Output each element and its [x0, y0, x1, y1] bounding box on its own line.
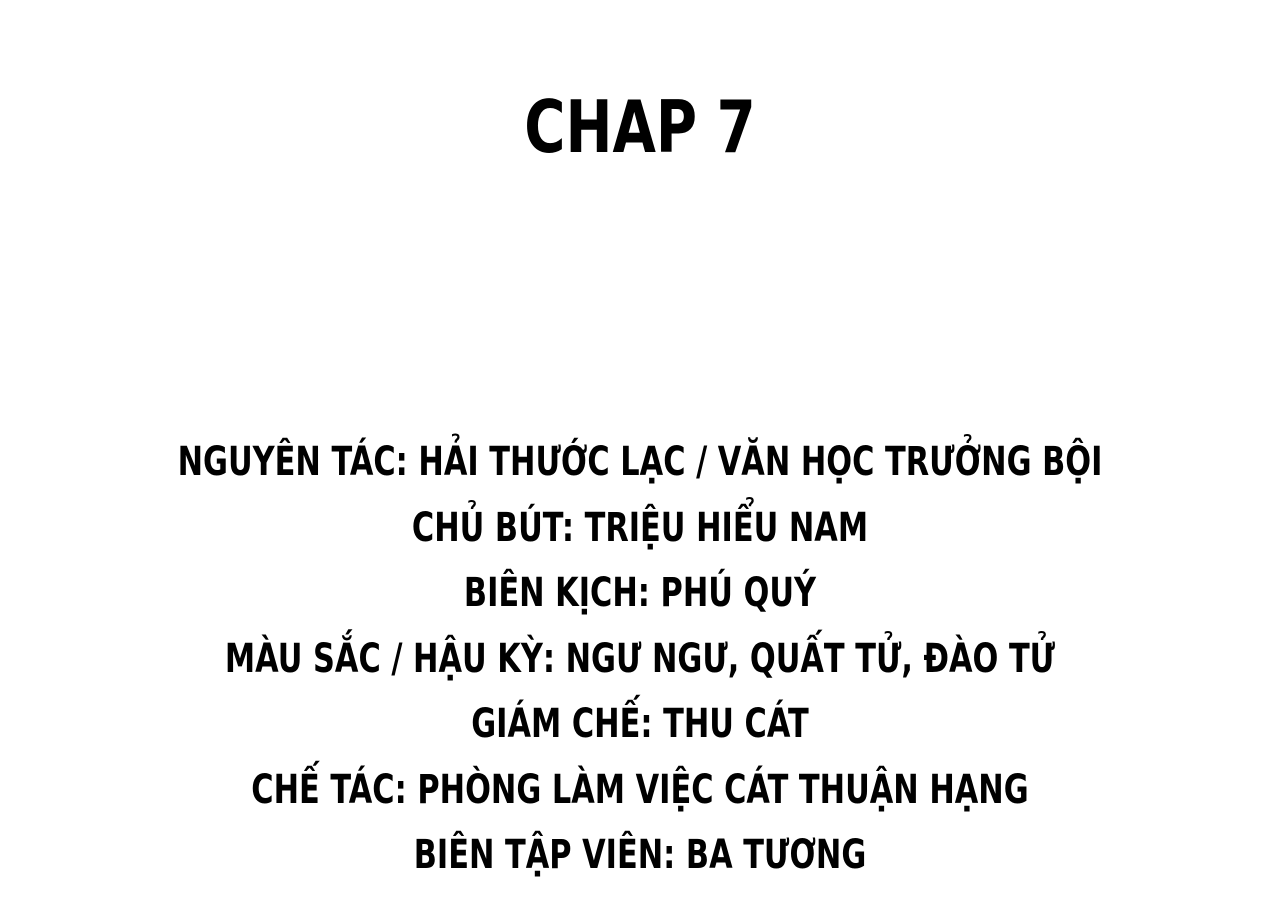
credit-original-work: NGUYÊN TÁC: HẢI THƯỚC LẠC / VĂN HỌC TRƯỞNG BỘI [177, 439, 1103, 485]
credit-editor: BIÊN TẬP VIÊN: BA TƯƠNG [413, 832, 867, 878]
credits-list [0, 430, 1280, 889]
credit-production: CHẾ TÁC: PHÒNG LÀM VIỆC CÁT THUẬN HẠNG [251, 766, 1029, 813]
credit-supervisor: GIÁM CHẾ: THU CÁT [471, 701, 809, 747]
credit-color-postproduction: MÀU SẮC / HẬU KỲ: NGƯ NGƯ, QUẤT TỬ, ĐÀO TỬ [224, 635, 1056, 682]
credit-screenwriter: BIÊN KỊCH: PHÚ QUÝ [463, 570, 817, 616]
credit-lead-writer: CHỦ BÚT: TRIỆU HIỂU NAM [411, 504, 869, 551]
chapter-title: CHAP 7 [524, 85, 756, 169]
